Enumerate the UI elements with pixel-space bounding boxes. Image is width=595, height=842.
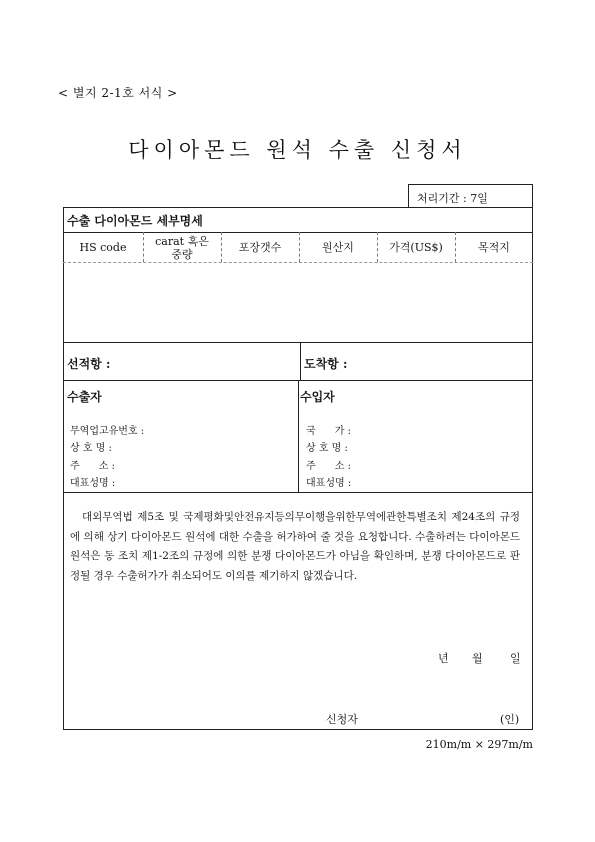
column-divider xyxy=(299,232,300,262)
date-year: 년 xyxy=(438,652,449,665)
processing-period-box xyxy=(408,184,533,208)
divider xyxy=(63,342,533,343)
divider xyxy=(63,232,533,233)
importer-company-name: 상 호 명 : xyxy=(306,443,348,454)
applicant-label: 신청자 xyxy=(326,713,358,726)
divider xyxy=(298,380,299,492)
column-destination: 목적지 xyxy=(478,241,510,254)
exporter-company-name: 상 호 명 : xyxy=(70,443,112,454)
column-package-count: 포장갯수 xyxy=(238,241,282,254)
column-divider xyxy=(377,232,378,262)
importer-heading: 수입자 xyxy=(300,390,335,404)
date-month: 월 xyxy=(472,652,483,665)
processing-period: 처리기간 : 7일 xyxy=(417,192,488,205)
exporter-trade-number: 무역업고유번호 : xyxy=(70,426,145,437)
exporter-heading: 수출자 xyxy=(67,390,102,404)
arrival-port-label: 도착항 : xyxy=(304,357,348,371)
exporter-representative: 대표성명 : xyxy=(70,478,116,489)
header-underline xyxy=(63,262,533,263)
section-details-heading: 수출 다이아몬드 세부명세 xyxy=(67,214,203,228)
column-divider xyxy=(455,232,456,262)
column-carat xyxy=(143,235,221,261)
column-divider xyxy=(143,232,144,262)
column-origin: 원산지 xyxy=(322,241,354,254)
date-day: 일 xyxy=(510,652,521,665)
paper-size: 210m/m × 297m/m xyxy=(425,738,533,751)
column-carat-label: carat 혹은 중량 xyxy=(155,235,209,261)
page-title: 다이아몬드 원석 수출 신청서 xyxy=(128,138,467,162)
importer-representative: 대표성명 : xyxy=(306,478,352,489)
seal-mark: (인) xyxy=(500,713,520,726)
column-price: 가격(US$) xyxy=(389,241,443,254)
importer-country: 국 가 : xyxy=(306,426,351,437)
divider xyxy=(63,492,533,493)
column-hs-code: HS code xyxy=(79,241,127,254)
column-divider xyxy=(221,232,222,262)
importer-address: 주 소 : xyxy=(306,461,351,472)
declaration-text: 대외무역법 제5조 및 국제평화및안전유지등의무이행을위한무역에관한특별조치 제24조의 규정에 의해 상기 다이아몬드 원석에 대한 수출을 허가하여 줄 것을 요청합니다. 수출하려는 다이아몬드 원석은 동 조치 제1-2조의 규정에 의한 분쟁 다이아몬드가 아님을 확인하며, 분쟁 다이아몬드로 판정될 경우 수출허가가 취소되어도 이의를 제기하지 않겠습니다. xyxy=(70,511,520,582)
loading-port-label: 선적항 : xyxy=(67,357,111,371)
attachment-label: < 별지 2-1호 서식 > xyxy=(58,86,178,100)
exporter-address: 주 소 : xyxy=(70,461,115,472)
divider xyxy=(300,342,301,380)
